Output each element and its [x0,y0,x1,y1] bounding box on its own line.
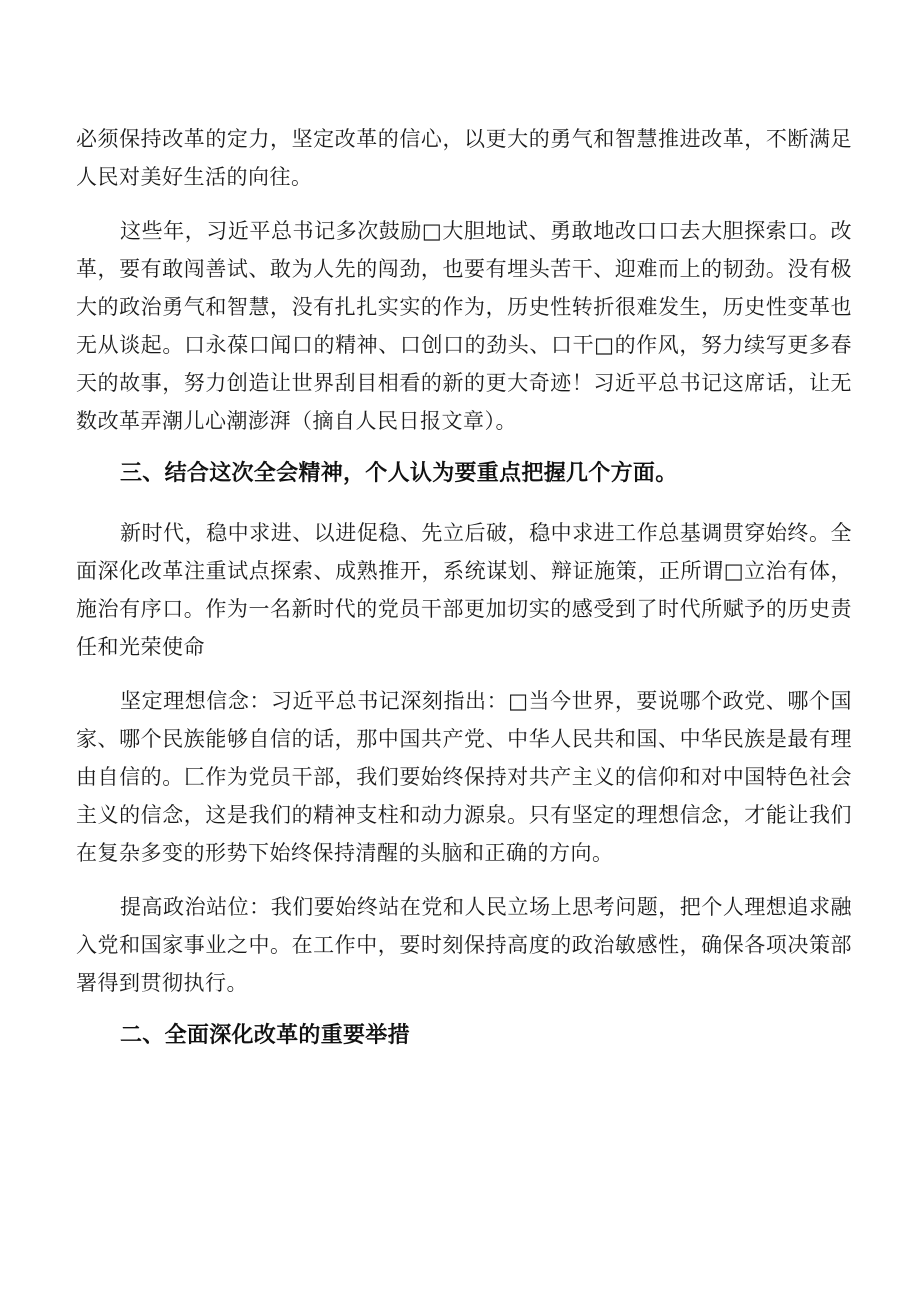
section-heading-three: 三、结合这次全会精神，个人认为要重点把握几个方面。 [120,461,678,486]
paragraph-continuation: 必须保持改革的定力，坚定改革的信心，以更大的勇气和智慧推进改革，不断满足人民对美好生活的向往。 [76,127,852,189]
paragraph-reform-courage: 这些年，习近平总书记多次鼓励□大胆地试、勇敢地改口口去大胆探索口。改革，要有敢闯善试、敢为人先的闯劲，也要有埋头苦干、迎难而上的韧劲。没有极大的政治勇气和智慧，没有扎扎实实的作为，历史性转折很难发生，历史性变革也无从谈起。口永葆口闻口的精神、口创口的劲头、口干□的作风，努力续写更多春天的故事，努力创造让世界刮目相看的新的更大奇迹！习近平总书记这席话，让无数改革弄潮儿心潮澎湃（摘自人民日报文章）。 [76,219,852,433]
section-heading-two: 二、全面深化改革的重要举措 [120,1023,410,1048]
document-body [76,120,852,1076]
paragraph-new-era: 新时代，稳中求进、以进促稳、先立后破，稳中求进工作总基调贯穿始终。全面深化改革注重试点探索、成熟推开，系统谋划、辩证施策，正所谓□立治有体，施治有序口。作为一名新时代的党员干部更加切实的感受到了时代所赋予的历史责任和光荣使命 [76,521,852,659]
paragraph-political-stance: 提高政治站位：我们要始终站在党和人民立场上思考问题，把个人理想追求融入党和国家事业之中。在工作中，要时刻保持高度的政治敏感性，确保各项决策部署得到贯彻执行。 [76,895,852,995]
paragraph-ideals-belief: 坚定理想信念：习近平总书记深刻指出：□当今世界，要说哪个政党、哪个国家、哪个民族能够自信的话，那中国共产党、中华人民共和国、中华民族是最有理由自信的。匚作为党员干部，我们要始终保持对共产主义的信仰和对中国特色社会主义的信念，这是我们的精神支柱和动力源泉。只有坚定的理想信念，才能让我们在复杂多变的形势下始终保持清醒的头脑和正确的方向。 [76,689,852,865]
